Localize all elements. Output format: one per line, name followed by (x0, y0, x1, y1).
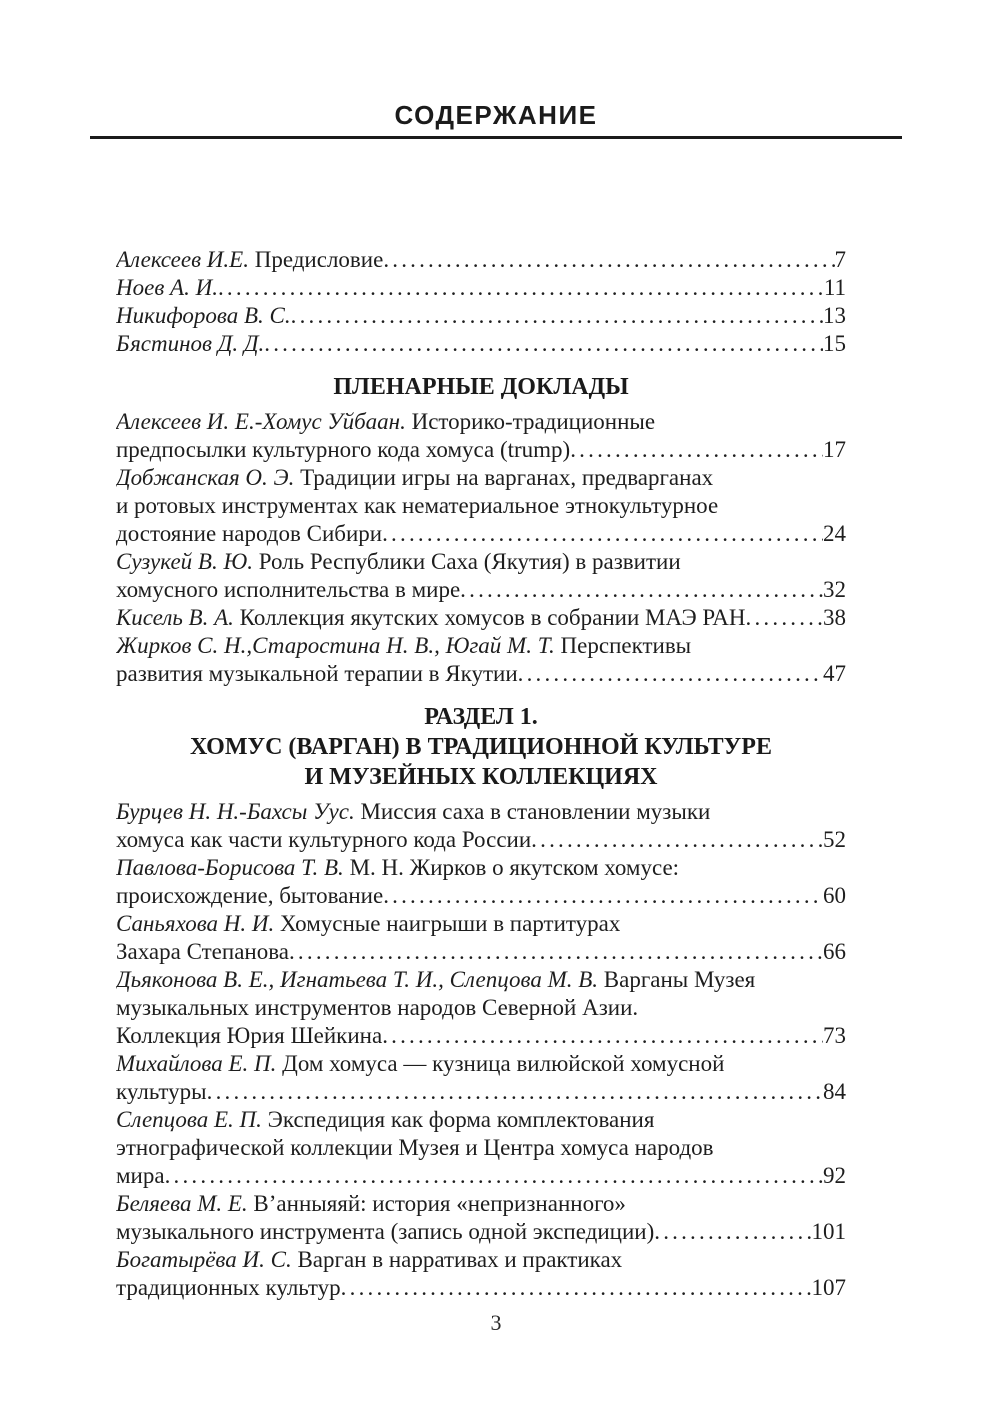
toc-entry (116, 604, 846, 632)
author-name: Богатырёва И. С. (116, 1247, 292, 1272)
entry-page-number: 7 (834, 247, 846, 272)
entry-page-number: 17 (823, 437, 846, 462)
section-heading (116, 702, 846, 792)
toc-entry (116, 246, 846, 274)
entry-line-text (116, 1134, 714, 1162)
table-of-contents (116, 246, 846, 1302)
entry-page-number: 66 (823, 939, 846, 964)
entry-line-text (116, 548, 681, 576)
entry-line (116, 246, 846, 274)
toc-entry (116, 548, 846, 604)
entry-line-text (116, 938, 289, 966)
entry-title: Роль Республики Саха (Якутия) в развитии (252, 549, 681, 574)
entry-title: М. Н. Жирков о якутском хомусе: (343, 855, 680, 880)
entry-line (116, 854, 846, 882)
entry-line (116, 1274, 846, 1302)
entry-line-text (116, 1050, 724, 1078)
entry-line-text (116, 464, 713, 492)
entry-line-text (116, 330, 264, 358)
dot-leader (531, 826, 823, 854)
entry-title: В’анныяяй: история «непризнанного» (247, 1191, 626, 1216)
entry-title: предпосылки культурного кода хомуса (trump) (116, 437, 571, 462)
section-heading-line: РАЗДЕЛ 1. (424, 704, 538, 730)
entry-line (116, 1218, 846, 1246)
entry-line (116, 1106, 846, 1134)
author-name: Кисель В. А. (116, 605, 234, 630)
entry-line (116, 826, 846, 854)
dot-leader (746, 604, 823, 632)
entry-line (116, 798, 846, 826)
footer-page-number: 3 (490, 1310, 502, 1335)
entry-page-number: 107 (811, 1275, 846, 1300)
entry-page-number: 73 (823, 1023, 846, 1048)
entry-line (116, 938, 846, 966)
entry-title: хомусного исполнительства в мире (116, 577, 461, 602)
entry-line (116, 604, 846, 632)
entry-line-text (116, 408, 655, 436)
author-name: Саньяхова Н. И. (116, 911, 275, 936)
entry-title: традиционных культур (116, 1275, 341, 1300)
entry-title: Предисловие (248, 247, 384, 272)
author-name: Алексеев И.Е. (116, 247, 249, 272)
entry-line-text (116, 1106, 654, 1134)
entry-line-text (116, 910, 620, 938)
toc-entry (116, 1190, 846, 1246)
entry-line-text (116, 994, 638, 1022)
dot-leader (218, 274, 824, 302)
entry-line-text (116, 576, 460, 604)
entry-page-number: 60 (823, 883, 846, 908)
entry-line-text (116, 604, 746, 632)
entry-line-text (116, 1190, 626, 1218)
entry-title: развития музыкальной терапии в Якутии (116, 661, 518, 686)
entry-line-text (116, 882, 383, 910)
author-name: Жирков С. Н.,Старостина Н. В., Югай М. Т. (116, 633, 555, 658)
dot-leader (654, 1218, 811, 1246)
entry-title: происхождение, бытование (116, 883, 384, 908)
entry-line (116, 1022, 846, 1050)
entry-line-text (116, 520, 382, 548)
author-name: Бурцев Н. Н.-Бахсы Уус. (116, 799, 355, 824)
entry-line (116, 1078, 846, 1106)
entry-title: Варган в нарративах и практиках (291, 1247, 623, 1272)
entry-title: Экспедиция как форма комплектования (261, 1107, 655, 1132)
entry-line (116, 994, 846, 1022)
entry-title: хомуса как части культурного кода России (116, 827, 532, 852)
section-heading (116, 372, 846, 402)
dot-leader (341, 1274, 812, 1302)
dot-leader (382, 1022, 823, 1050)
entry-line-text (116, 302, 291, 330)
author-name: Слепцова Е. П. (116, 1107, 262, 1132)
entry-title: музыкальных инструментов народов Северной Азии. (116, 995, 639, 1020)
toc-entry (116, 1106, 846, 1190)
entry-title: Коллекция Юрия Шейкина (116, 1023, 383, 1048)
entry-line-text (116, 1218, 654, 1246)
toc-entry (116, 330, 846, 358)
author-name: Никифорова В. С. (116, 303, 291, 328)
entry-line (116, 910, 846, 938)
entry-title: Миссия саха в становлении музыки (354, 799, 711, 824)
entry-line-text (116, 1246, 622, 1274)
entry-line (116, 520, 846, 548)
entry-line (116, 1246, 846, 1274)
entry-line-text (116, 798, 710, 826)
author-name: Алексеев И. Е.-Хомус Уйбаан. (116, 409, 406, 434)
toc-blocks (116, 246, 846, 1302)
author-name: Ноев А. И. (116, 275, 218, 300)
entry-line (116, 1190, 846, 1218)
dot-leader (460, 576, 823, 604)
entry-title: Дом хомуса — кузница вилюйской хомусной (276, 1051, 725, 1076)
entry-title: Коллекция якутских хомусов в собрании МАЭ РАН (233, 605, 746, 630)
entry-page-number: 32 (823, 577, 846, 602)
entry-line (116, 1134, 846, 1162)
toc-entry (116, 464, 846, 548)
dot-leader (291, 302, 823, 330)
dot-leader (383, 246, 834, 274)
dot-leader (383, 882, 823, 910)
entry-page-number: 101 (811, 1219, 846, 1244)
entry-title: Традиции игры на варганах, предварганах (294, 465, 714, 490)
author-name: Беляева М. Е. (116, 1191, 248, 1216)
entry-line (116, 576, 846, 604)
toc-entry (116, 910, 846, 966)
author-name: Дьяконова В. Е., Игнатьева Т. И., Слепцова М. В. (116, 967, 599, 992)
entry-line-text (116, 492, 718, 520)
dot-leader (570, 436, 823, 464)
toc-entry (116, 1246, 846, 1302)
entry-line-text (116, 854, 679, 882)
entry-line-text (116, 966, 755, 994)
entry-title: и ротовых инструментах как нематериальное этнокультурное (116, 493, 719, 518)
dot-leader (382, 520, 823, 548)
entry-page-number: 11 (823, 275, 846, 300)
entry-line-text (116, 246, 383, 274)
toc-entry (116, 854, 846, 910)
entry-line (116, 966, 846, 994)
entry-line (116, 660, 846, 688)
page-title: СОДЕРЖАНИЕ (394, 100, 598, 130)
entry-line (116, 408, 846, 436)
entry-line-text (116, 274, 218, 302)
toc-entry (116, 408, 846, 464)
toc-entry (116, 966, 846, 1050)
entry-title: этнографической коллекции Музея и Центра хомуса народов (116, 1135, 714, 1160)
entry-line-text (116, 632, 691, 660)
entry-line (116, 274, 846, 302)
author-name: Павлова-Борисова Т. В. (116, 855, 344, 880)
entry-line-text (116, 1078, 207, 1106)
dot-leader (165, 1162, 823, 1190)
author-name: Добжанская О. Э. (116, 465, 295, 490)
section-heading-line: ХОМУС (ВАРГАН) В ТРАДИЦИОННОЙ КУЛЬТУРЕ (190, 734, 772, 760)
entry-line-text (116, 1022, 382, 1050)
entry-page-number: 92 (823, 1163, 846, 1188)
entry-page-number: 84 (823, 1079, 846, 1104)
entry-line-text (116, 660, 518, 688)
entry-line-text (116, 1274, 341, 1302)
dot-leader (289, 938, 823, 966)
author-name: Михайлова Е. П. (116, 1051, 277, 1076)
entry-line (116, 330, 846, 358)
entry-line (116, 464, 846, 492)
entry-line (116, 436, 846, 464)
toc-entry (116, 302, 846, 330)
entry-title: Варганы Музея (598, 967, 756, 992)
entry-line (116, 632, 846, 660)
dot-leader (518, 660, 823, 688)
page-header (0, 0, 992, 139)
entry-title: достояние народов Сибири (116, 521, 383, 546)
author-name: Бястинов Д. Д. (116, 331, 265, 356)
entry-line (116, 302, 846, 330)
toc-entry (116, 798, 846, 854)
entry-line-text (116, 436, 570, 464)
entry-line-text (116, 826, 531, 854)
entry-title: Захара Степанова (116, 939, 289, 964)
dot-leader (207, 1078, 823, 1106)
toc-entry (116, 632, 846, 688)
entry-title: культуры (116, 1079, 207, 1104)
entry-title: Историко-традиционные (405, 409, 656, 434)
entry-page-number: 24 (823, 521, 846, 546)
dot-leader (264, 330, 823, 358)
entry-title: Перспективы (554, 633, 692, 658)
toc-entry (116, 1050, 846, 1106)
author-name: Сузукей В. Ю. (116, 549, 253, 574)
entry-line (116, 548, 846, 576)
entry-page-number: 52 (823, 827, 846, 852)
section-heading-line: И МУЗЕЙНЫХ КОЛЛЕКЦИЯХ (304, 764, 658, 790)
entry-line (116, 1050, 846, 1078)
header-divider (90, 136, 902, 139)
toc-entry (116, 274, 846, 302)
entry-page-number: 47 (823, 661, 846, 686)
entry-title: Хомусные наигрыши в партитурах (274, 911, 621, 936)
entry-line (116, 492, 846, 520)
section-heading-line: ПЛЕНАРНЫЕ ДОКЛАДЫ (333, 374, 629, 400)
entry-line (116, 882, 846, 910)
entry-page-number: 15 (823, 331, 846, 356)
entry-page-number: 13 (823, 303, 846, 328)
entry-title: мира (116, 1163, 165, 1188)
entry-title: музыкального инструмента (запись одной экспедиции) (116, 1219, 655, 1244)
entry-line-text (116, 1162, 165, 1190)
entry-page-number: 38 (823, 605, 846, 630)
entry-line (116, 1162, 846, 1190)
